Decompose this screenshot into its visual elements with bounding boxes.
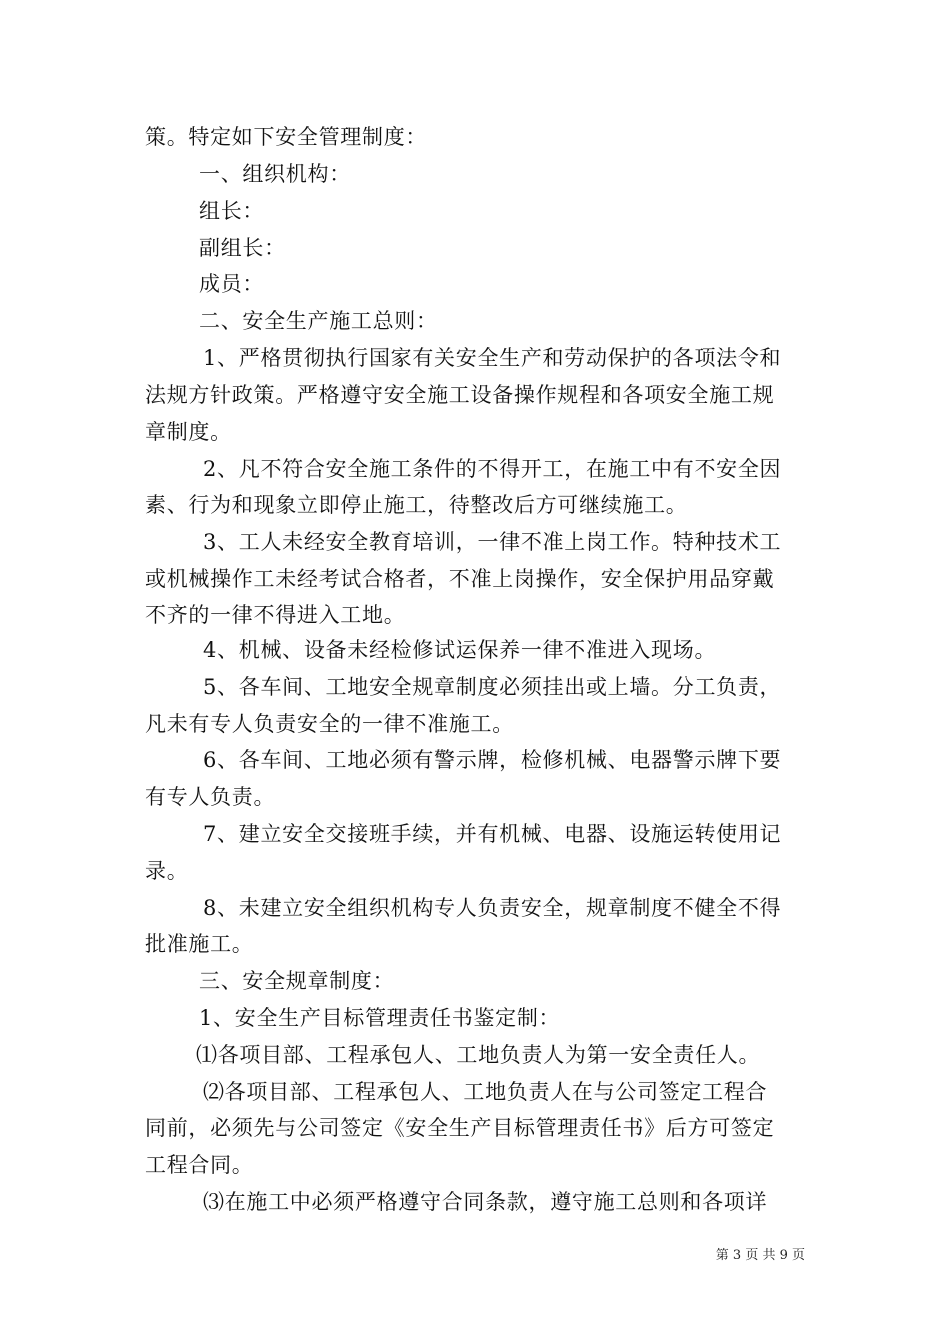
rule-4-line-1: 4、机械、设备未经检修试运保养一律不准进入现场。 (203, 638, 717, 662)
rule-1-line-3: 章制度。 (145, 420, 232, 444)
rule-2-line-1: 2、凡不符合安全施工条件的不得开工，在施工中有不安全因 (203, 457, 782, 481)
text-line-deputy-leader: 副组长： (199, 236, 286, 260)
rule-3-line-2: 或机械操作工未经考试合格者，不准上岗操作，安全保护用品穿戴 (145, 567, 775, 591)
text-line-continuation: 策。特定如下安全管理制度： (145, 125, 428, 149)
rule-1-line-2: 法规方针政策。严格遵守安全施工设备操作规程和各项安全施工规 (145, 383, 775, 407)
heading-safety-regulations: 三、安全规章制度： (199, 969, 395, 993)
rule-6-line-1: 6、各车间、工地必须有警示牌，检修机械、电器警示牌下要 (203, 748, 782, 772)
rule-2-line-2: 素、行为和现象立即停止施工，待整改后方可继续施工。 (145, 493, 688, 517)
text-line-members: 成员： (199, 272, 265, 296)
regulation-item-2-line-1: ⑵各项目部、工程承包人、工地负责人在与公司签定工程合 (203, 1080, 768, 1104)
regulation-item-3-line-1: ⑶在施工中必须严格遵守合同条款，遵守施工总则和各项详 (203, 1190, 768, 1214)
rule-5-line-1: 5、各车间、工地安全规章制度必须挂出或上墙。分工负责， (203, 675, 782, 699)
rule-7-line-1: 7、建立安全交接班手续，并有机械、电器、设施运转使用记 (203, 822, 782, 846)
heading-general-rules: 二、安全生产施工总则： (199, 309, 438, 333)
page-number-footer: 第 3 页 共 9 页 (715, 1248, 805, 1263)
rule-8-line-2: 批准施工。 (145, 932, 254, 956)
heading-organization: 一、组织机构： (199, 162, 351, 186)
regulation-item-2-line-2: 同前，必须先与公司签定《安全生产目标管理责任书》后方可签定 (145, 1116, 775, 1140)
rule-1-line-1: 1、严格贯彻执行国家有关安全生产和劳动保护的各项法令和 (203, 346, 782, 370)
rule-6-line-2: 有专人负责。 (145, 785, 276, 809)
text-line-leader: 组长： (199, 199, 265, 223)
rule-3-line-3: 不齐的一律不得进入工地。 (145, 603, 406, 627)
rule-8-line-1: 8、未建立安全组织机构专人负责安全，规章制度不健全不得 (203, 896, 782, 920)
rule-3-line-1: 3、工人未经安全教育培训，一律不准上岗工作。特种技术工 (203, 530, 782, 554)
regulation-item-1: ⑴各项目部、工程承包人、工地负责人为第一安全责任人。 (196, 1043, 761, 1067)
regulation-1-title: 1、安全生产目标管理责任书鉴定制： (199, 1006, 561, 1030)
regulation-item-2-line-3: 工程合同。 (145, 1153, 254, 1177)
rule-7-line-2: 录。 (145, 859, 189, 883)
rule-5-line-2: 凡未有专人负责安全的一律不准施工。 (145, 712, 514, 736)
